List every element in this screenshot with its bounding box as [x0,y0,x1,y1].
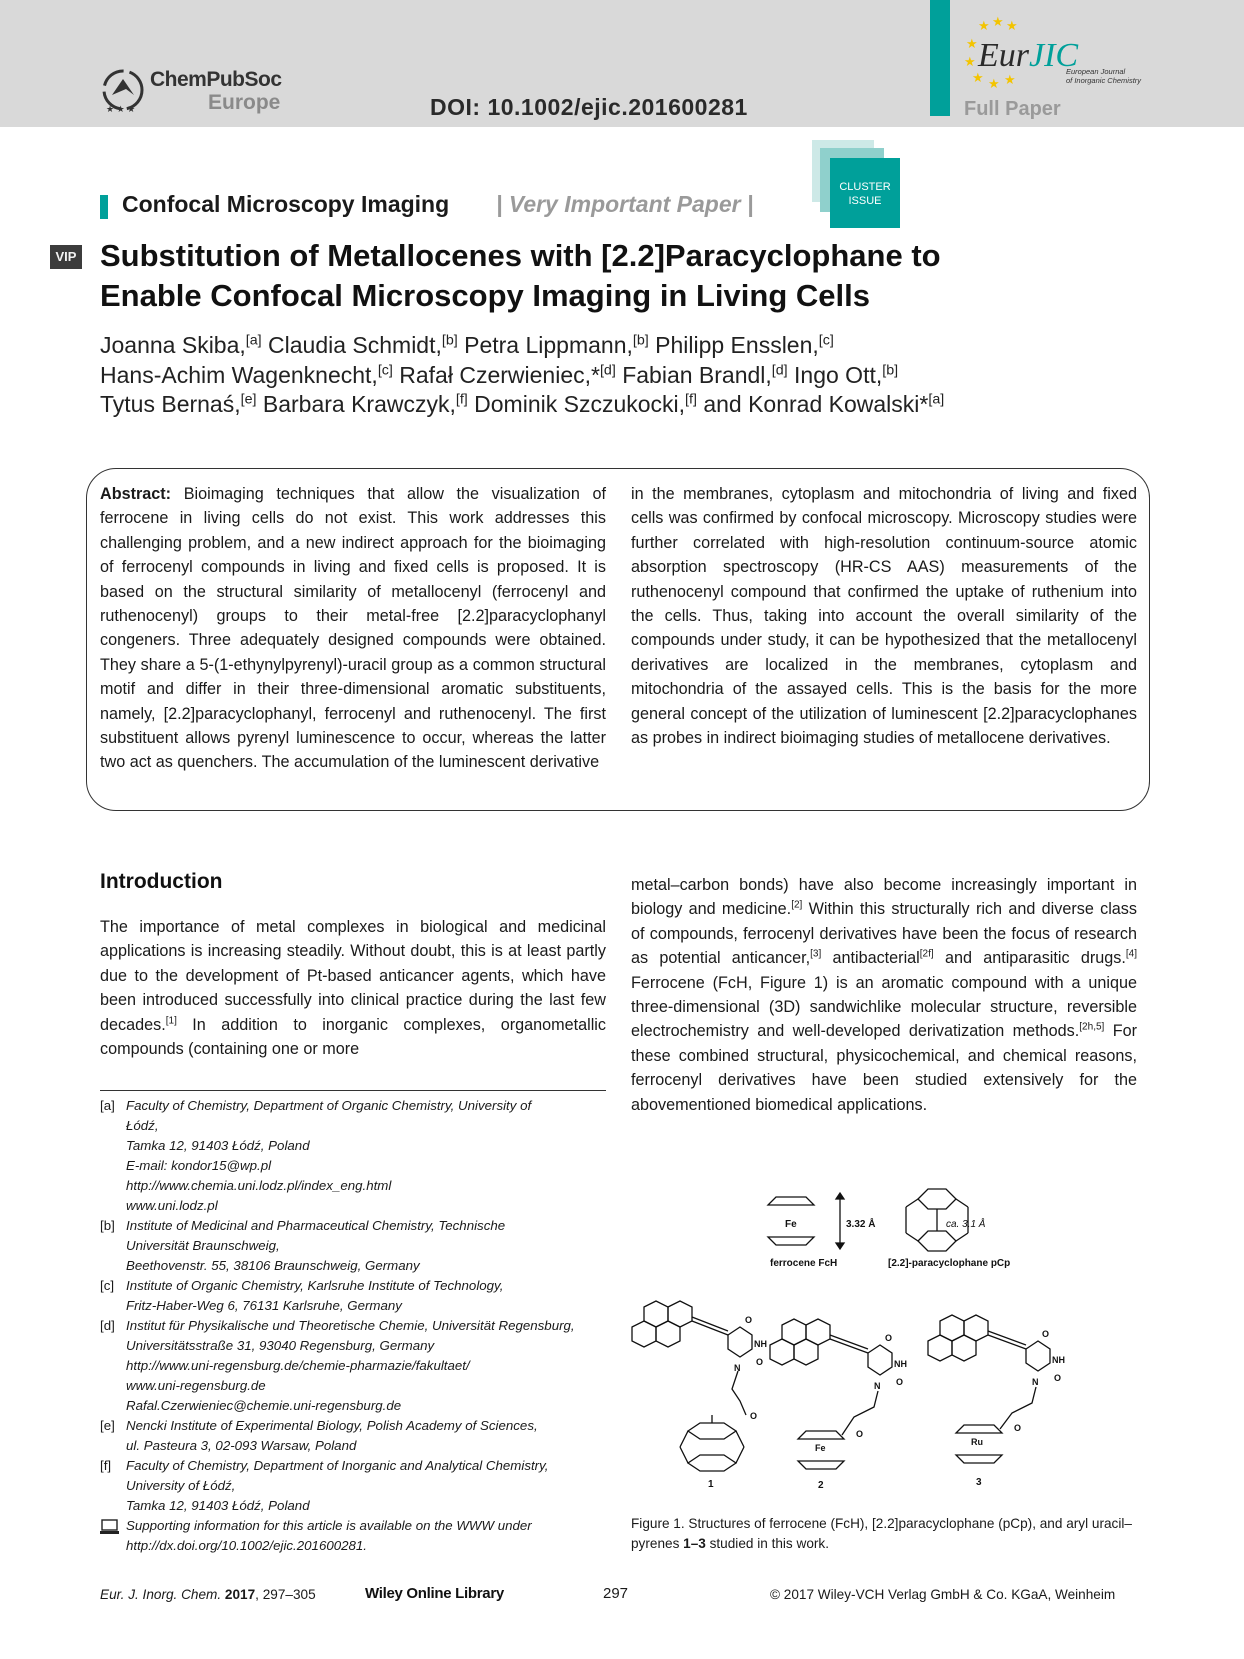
svg-text:NH: NH [1052,1355,1065,1365]
svg-text:★: ★ [972,70,984,85]
svg-text:★: ★ [988,76,1000,91]
doi: DOI: 10.1002/ejic.201600281 [430,94,748,120]
svg-text:O: O [896,1377,904,1387]
author-name: Tytus Bernaś, [100,391,241,417]
vip-badge: VIP [50,245,82,269]
intro-text: For these combined structural, physicochemical, and chemical reasons, ferrocenyl derivatives have been studied extensively for the abovementioned biomedical applications. [631,1022,1138,1114]
intro-text: metal–carbon bonds) have also become increasingly important in biology and medicine. [631,876,1137,919]
footnote-line: Faculty of Chemistry, Department of Organic Chemistry, University of [126,1098,532,1113]
abstract-text-1: Bioimaging techniques that allow the visualization of ferrocene in living cells do not exist. This work addresses this challenging problem, and a new indirect approach for the bioimaging of ferrocenyl compounds in living and fixed cells is proposed. It is based on the structural similarity of metallocenyl (ferrocenyl and ruthenocenyl) groups to their metal-free [2.2]paracyclophanyl congeners. Three adequately designed compounds were obtained. They share a 5-(1-ethynylpyrenyl)-uracil group as a common structural motif and differ in their three-dimensional aromatic substituents, namely, [2.2]paracyclophanyl, ferrocenyl and ruthenocenyl. The first substituent allows pyrenyl luminescence to occur, whereas the latter two act as quenchers. The accumulation of the luminescent derivative [100,485,606,772]
svg-text:O: O [885,1333,893,1343]
abstract-column-2: in the membranes, cytoplasm and mitochondria of living and fixed cells was confirmed by confocal microscopy. Microscopy studies were further correlated with high-resolution continuum-source atomic absorption spectroscopy (HR-CS AAS) measurements of the ruthenocenyl compound that confirmed the uptake of ruthenium into the cells. Thus, taking into account the overall similarity of the compounds under study, it can be hypothesized that the metallocenyl derivatives are localized in the membranes, cytoplasm and mitochondria of the assayed cells. This is the basis for the more general concept of the utilization of luminescent [2.2]paracyclophanes as probes in indirect bioimaging studies of metallocene derivatives. [631,485,1137,748]
pcp-caption: [2.2]-paracyclophane pCp [888,1258,1011,1269]
svg-text:N: N [874,1381,881,1391]
footnote-divider [100,1090,606,1091]
footnote-key: [a] [100,1098,115,1113]
footer-copyright: © 2017 Wiley-VCH Verlag GmbH & Co. KGaA, Weinheim [770,1587,1116,1602]
citation: [3] [810,948,822,960]
svg-text:O: O [756,1357,764,1367]
title-line-2: Enable Confocal Microscopy Imaging in Living Cells [100,278,870,313]
footnote-line: Łódź, [126,1118,159,1133]
ferrocene-caption: ferrocene FcH [770,1258,838,1269]
author-name: Fabian Brandl, [622,361,772,388]
figure-caption [631,1514,1137,1554]
footnote-line: Fritz-Haber-Weg 6, 76131 Karlsruhe, Germany [126,1298,402,1313]
footnote-link[interactable]: http://www.chemia.uni.lodz.pl/index_eng.html [126,1178,392,1193]
intro-text: In addition to inorganic complexes, organometallic compounds (containing one or more [100,1015,606,1059]
eurjic-logo [958,14,1148,92]
figure-1-structures [628,1185,1148,1490]
svg-text:O: O [1014,1423,1022,1433]
introduction-column-2 [631,873,1137,1117]
abstract-label: Abstract: [100,485,172,503]
footnote-e [100,1416,606,1456]
journal-logo-sub2: of Inorganic Chemistry [1066,76,1142,85]
supporting-info-text: Supporting information for this article is available on the WWW under [126,1518,532,1533]
supporting-info-note [100,1516,606,1556]
footnote-link[interactable]: www.uni-regensburg.de [126,1378,266,1393]
footnote-email[interactable]: Rafal.Czerwieniec@chemie.uni-regensburg.de [126,1398,402,1413]
vip-paper-label: | Very Important Paper | [496,191,754,217]
footnote-email[interactable]: E-mail: kondor15@wp.pl [126,1158,272,1173]
author-name: Ingo Ott, [794,361,883,388]
svg-text:N: N [1032,1377,1039,1387]
article-type: Full Paper [964,98,1061,120]
author-name: and Konrad Kowalski* [703,391,929,417]
footer-citation [100,1587,316,1602]
svg-text:★ ★ ★: ★ ★ ★ [106,104,136,114]
svg-text:★: ★ [1004,72,1016,87]
author-line [100,331,1130,361]
article-title [100,236,1100,316]
wiley-online-library-logo: Wiley Online Library [365,1585,504,1602]
author-affiliation: [b] [882,361,899,378]
page-number: 297 [603,1585,629,1602]
section-title: Confocal Microscopy Imaging [122,191,450,217]
svg-text:O: O [1042,1329,1050,1339]
caption-compounds: 1–3 [683,1536,706,1551]
abstract-column-1 [100,482,606,775]
footnote-key: [d] [100,1318,115,1333]
pcp-distance-label: ca. 3.1 Å [946,1219,986,1230]
author-affiliation: [b] [441,332,458,349]
section-marker [100,195,108,219]
footnote-line: University of Łódź, [126,1478,236,1493]
citation: [2] [791,900,803,912]
cluster-line1: CLUSTER [839,181,891,193]
footnote-link[interactable]: www.uni.lodz.pl [126,1198,218,1213]
author-affiliation: [a] [928,391,945,408]
cluster-line2: ISSUE [848,195,882,207]
author-affiliation: [b] [632,332,649,349]
publisher-name: ChemPubSoc [150,68,282,91]
title-line-1: Substitution of Metallocenes with [2.2]Paracyclophane to [100,238,941,273]
footnote-f [100,1456,606,1516]
author-line [100,390,1130,420]
fe-label: Fe [785,1219,797,1230]
author-affiliation: [f] [685,391,697,408]
svg-text:EurJIC: EurJIC [978,37,1079,74]
author-name: Rafał Czerwieniec,* [399,361,600,388]
intro-text: antibacterial [821,949,920,968]
footnote-line: ul. Pasteura 3, 02-093 Warsaw, Poland [126,1438,357,1453]
intro-text: The importance of metal complexes in biological and medicinal applications is increasing steadily. Without doubt, this is at least partly due to the development of Pt-based anticancer agents, which have been introduced successfully into clinical practice during the last few decades. [100,918,606,1034]
author-name: Philipp Ensslen, [655,332,819,358]
introduction-column-1 [100,915,606,1061]
computer-icon [100,1519,120,1535]
footnote-a [100,1096,606,1216]
author-name: Joanna Skiba, [100,332,246,358]
footnote-key: [f] [100,1458,112,1473]
footnote-line: Universität Braunschweig, [126,1238,280,1253]
svg-text:O: O [745,1315,753,1325]
header-accent-bar [930,0,950,116]
footnote-c [100,1276,606,1316]
footnote-line: Faculty of Chemistry, Department of Inorganic and Analytical Chemistry, [126,1458,549,1473]
footnote-link[interactable]: http://www.uni-regensburg.de/chemie-pharmazie/fakultaet/ [126,1358,470,1373]
citation: [2f] [919,948,934,960]
citation: [1] [165,1015,177,1027]
footnote-line: Institute of Organic Chemistry, Karlsruhe Institute of Technology, [126,1278,504,1293]
compound-3-label: 3 [976,1477,982,1488]
svg-text:★: ★ [978,18,990,33]
author-affiliation: [e] [240,391,257,408]
author-name: Claudia Schmidt, [268,332,442,358]
author-name: Hans-Achim Wagenknecht, [100,361,378,388]
journal-logo-sub1: European Journal [1066,67,1126,76]
introduction-heading: Introduction [100,870,223,893]
svg-text:NH: NH [754,1339,767,1349]
citation: [4] [1125,948,1137,960]
svg-text:★: ★ [966,36,978,51]
citation: [2h,5] [1079,1022,1105,1034]
author-name: Petra Lippmann, [464,332,633,358]
svg-text:O: O [750,1411,758,1421]
compound-2-structure [770,1319,907,1490]
fe-label-2: Fe [815,1443,826,1453]
caption-text: studied in this work. [705,1536,829,1551]
svg-text:NH: NH [894,1359,907,1369]
author-affiliation: [f] [455,391,468,408]
footnote-line: Institut für Physikalische und Theoretische Chemie, Universität Regensburg, [126,1318,575,1333]
fe-distance-label: 3.32 Å [846,1219,876,1230]
compound-2-label: 2 [818,1480,824,1490]
intro-text: Within this structurally rich and diverse class of compounds, ferrocenyl derivatives have been the focus of research as potential anticancer, [631,900,1137,968]
svg-text:N: N [734,1363,741,1373]
affiliation-footnotes [100,1096,606,1556]
svg-text:★: ★ [992,14,1004,29]
footnote-line: Tamka 12, 91403 Łódź, Poland [126,1498,310,1513]
footnote-line: Institute of Medicinal and Pharmaceutical Chemistry, Technische [126,1218,506,1233]
caption-text: Figure 1. Structures of ferrocene (FcH), [2.2]paracyclophane (pCp), and aryl uracil–pyrenes [631,1516,1132,1551]
intro-text: Ferrocene (FcH, Figure 1) is an aromatic compound with a unique three-dimensional (3D) sandwichlike molecular structure, reversible electrochemistry and well-developed derivatization methods. [631,973,1137,1041]
compound-1-structure [632,1301,767,1490]
footer-journal-name: Eur. J. Inorg. Chem. [100,1587,222,1602]
supporting-info-link[interactable]: http://dx.doi.org/10.1002/ejic.201600281. [126,1538,368,1553]
author-affiliation: [c] [818,332,834,349]
author-affiliation: [d] [599,361,616,378]
ru-label: Ru [971,1437,983,1447]
author-affiliation: [d] [771,361,788,378]
paracyclophane-structure [888,1189,1010,1269]
author-name: Dominik Szczukocki, [474,391,686,417]
footnote-d [100,1316,606,1416]
footnote-b [100,1216,606,1276]
footnote-key: [b] [100,1218,115,1233]
author-name: Barbara Krawczyk, [262,391,456,417]
author-affiliation: [a] [245,332,262,349]
author-affiliation: [c] [377,361,393,378]
intro-text: and antiparasitic drugs. [933,949,1126,968]
footnote-line: Beethovenstr. 55, 38106 Braunschweig, Germany [126,1258,420,1273]
svg-text:O: O [1054,1373,1062,1383]
publisher-region: Europe [208,91,281,114]
svg-text:O: O [856,1429,864,1439]
author-line [100,361,1130,391]
author-list [100,331,1130,420]
footnote-key: [e] [100,1418,115,1433]
ferrocene-structure [768,1193,875,1269]
compound-3-structure [928,1315,1065,1488]
footnote-key: [c] [100,1278,115,1293]
svg-text:★: ★ [964,54,976,69]
chempubsoc-logo-icon [98,65,148,115]
footnote-line: Tamka 12, 91403 Łódź, Poland [126,1138,310,1153]
footer-year: 2017 [224,1587,256,1602]
footnote-line: Universitätsstraße 31, 93040 Regensburg, Germany [126,1338,435,1353]
footnote-line: Nencki Institute of Experimental Biology, Polish Academy of Sciences, [126,1418,538,1433]
compound-1-label: 1 [708,1479,714,1490]
cluster-issue-badge [812,140,902,230]
svg-text:★: ★ [1006,18,1018,33]
footer-pages: , 297–305 [255,1587,316,1602]
